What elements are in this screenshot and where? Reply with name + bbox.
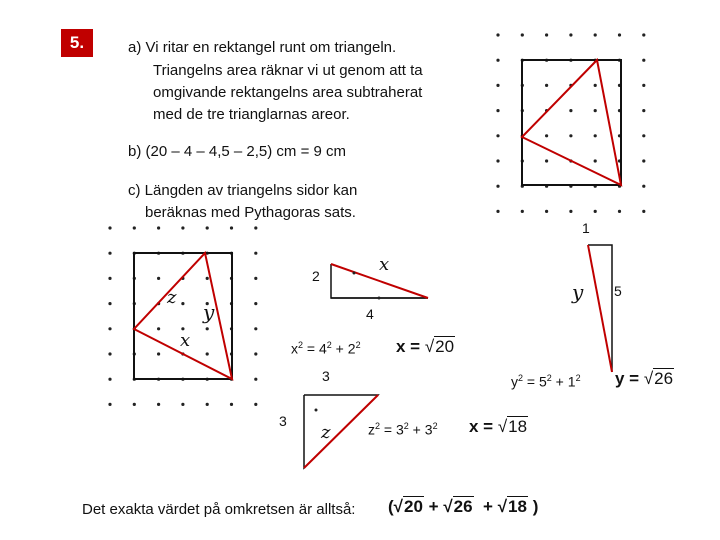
grid-dot	[181, 302, 184, 305]
grid-dot	[545, 134, 548, 137]
grid-dot	[254, 226, 257, 229]
grid-dot	[618, 210, 621, 213]
grid-dot	[521, 210, 524, 213]
triangle-y-equation: $y^2 = 5^2 + 1^2$	[511, 373, 581, 390]
part-a-line-4: med de tre trianglarnas areor.	[153, 106, 350, 123]
triangle-z-leg-top: 3	[322, 368, 330, 384]
grid-dot	[108, 226, 111, 229]
part-b-calculation: b) (20 – 4 – 4,5 – 2,5) cm = 9 cm	[128, 143, 347, 160]
grid-dot	[594, 109, 597, 112]
grid-dot	[254, 327, 257, 330]
part-a-line-1: a) Vi ritar en rektangel runt om triangeln.	[128, 39, 397, 56]
triangle-x-leg-horizontal: 4	[366, 306, 374, 322]
triangle-top	[522, 60, 621, 185]
conclusion-text: Det exakta värdet på omkretsen är alltså:	[82, 501, 356, 518]
part-a-line-2: Triangelns area räknar vi ut genom att ta	[153, 62, 423, 79]
grid-dot	[206, 352, 209, 355]
triangle-y-result: y = √26	[615, 369, 674, 388]
grid-dot	[108, 327, 111, 330]
grid-dot	[254, 302, 257, 305]
triangle-z-hyp-label: z	[321, 422, 331, 443]
triangle-x-leg-vertical: 2	[312, 268, 320, 284]
part-c-line-1: c) Längden av triangelns sidor kan	[128, 182, 358, 199]
grid-dot	[594, 33, 597, 36]
grid-dot	[230, 403, 233, 406]
grid-dot	[545, 159, 548, 162]
grid-dot	[642, 84, 645, 87]
grid-dot	[496, 210, 499, 213]
grid-dot	[108, 352, 111, 355]
grid-dot	[206, 327, 209, 330]
grid-dot	[157, 352, 160, 355]
triangle-z-hypotenuse	[304, 395, 378, 468]
grid-dot	[642, 109, 645, 112]
triangle-z-result: x = √18	[469, 417, 528, 436]
grid-dot	[594, 84, 597, 87]
grid-dot	[594, 134, 597, 137]
grid-dot	[642, 185, 645, 188]
grid-dot	[157, 277, 160, 280]
grid-dot	[594, 210, 597, 213]
grid-dot	[157, 226, 160, 229]
grid-dot	[496, 59, 499, 62]
grid-dot	[157, 403, 160, 406]
grid-dot	[206, 277, 209, 280]
grid-dot	[254, 352, 257, 355]
grid-dot	[496, 84, 499, 87]
grid-dot	[496, 109, 499, 112]
grid-dot	[133, 226, 136, 229]
grid-dot	[206, 226, 209, 229]
exercise-number-badge: 5.	[61, 29, 93, 57]
grid-dot	[545, 84, 548, 87]
grid-dot	[642, 59, 645, 62]
triangle-y-leg-right: 5	[614, 283, 622, 299]
grid-label-x: x	[180, 330, 191, 351]
grid-dot	[642, 159, 645, 162]
grid-dot	[181, 403, 184, 406]
grid-dot	[496, 185, 499, 188]
triangle-y-leg-top: 1	[582, 220, 590, 236]
grid-dot	[569, 210, 572, 213]
triangle-y-hyp-label: y	[572, 280, 584, 304]
part-a-line-3: omgivande rektangelns area subtraherat	[153, 84, 423, 101]
grid-label-y: y	[203, 300, 215, 324]
conclusion-sum: (√20 + √26 + √18 )	[388, 497, 539, 516]
grid-dot	[133, 403, 136, 406]
grid-dot	[157, 327, 160, 330]
grid-dot	[108, 302, 111, 305]
grid-dot	[642, 134, 645, 137]
grid-dot	[545, 33, 548, 36]
grid-dot	[521, 33, 524, 36]
grid-dot	[642, 210, 645, 213]
grid-dot	[254, 277, 257, 280]
triangle-x-result: x = √20	[396, 337, 455, 356]
grid-dot	[254, 252, 257, 255]
grid-dot	[569, 134, 572, 137]
grid-dot	[496, 159, 499, 162]
grid-dot	[496, 33, 499, 36]
grid-dot	[545, 210, 548, 213]
triangle-x-equation: $x^2 = 4^2 + 2^2$	[291, 340, 361, 357]
rectangle-left	[134, 253, 232, 379]
grid-dot	[594, 159, 597, 162]
grid-dot	[569, 109, 572, 112]
triangle-z-leg-left: 3	[279, 413, 287, 429]
grid-dot	[108, 403, 111, 406]
grid-dot	[206, 403, 209, 406]
grid-dot	[108, 277, 111, 280]
grid-dot	[181, 226, 184, 229]
triangle-y-hypotenuse	[588, 245, 612, 372]
grid-dot	[569, 33, 572, 36]
grid-dot	[108, 252, 111, 255]
part-c-line-2: beräknas med Pythagoras sats.	[145, 204, 356, 221]
grid-dot	[618, 33, 621, 36]
grid-dot	[254, 403, 257, 406]
grid-dot	[230, 226, 233, 229]
triangle-z-equation: $z^2 = 3^2 + 3^2$	[368, 421, 438, 438]
triangle-x-hyp-label: x	[379, 254, 390, 275]
grid-dot	[496, 134, 499, 137]
triangle-left	[134, 253, 232, 379]
grid-dot	[108, 378, 111, 381]
grid-dot	[642, 33, 645, 36]
grid-dot	[254, 378, 257, 381]
grid-label-z: z	[167, 287, 177, 308]
